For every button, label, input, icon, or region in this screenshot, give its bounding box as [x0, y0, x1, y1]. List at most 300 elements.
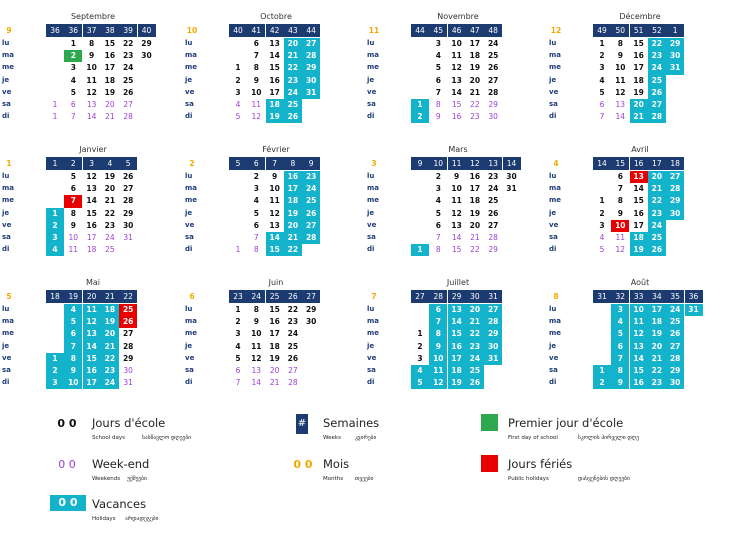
- week-number: 46: [448, 24, 466, 37]
- day-cell: 5: [70, 87, 76, 97]
- day-label: sa: [185, 233, 194, 241]
- day-cell: 22: [648, 195, 666, 207]
- week-number: 10: [429, 157, 447, 170]
- day-cell: 4: [611, 316, 629, 328]
- day-cell: 26: [648, 87, 666, 99]
- day-cell: 2: [435, 172, 441, 181]
- week-number: 11: [448, 157, 466, 170]
- day-label: ve: [367, 353, 377, 362]
- day-cell: 25: [487, 51, 499, 61]
- legend-first-day-sub: First day of school: [508, 435, 558, 441]
- day-cell: 5: [411, 377, 429, 389]
- day-cell: 18: [469, 196, 481, 206]
- day-cell: 2: [64, 50, 82, 62]
- day-cell: 16: [104, 51, 116, 61]
- day-cell: 23: [648, 50, 666, 62]
- week-number: 19: [64, 290, 82, 303]
- week-number: 5: [119, 157, 137, 170]
- day-cell: 2: [235, 75, 241, 85]
- week-number: 25: [266, 290, 284, 303]
- day-cell: 1: [593, 365, 611, 377]
- legend-school-title: Jours d'école: [92, 416, 166, 430]
- day-cell: 23: [287, 317, 299, 327]
- day-cell: 11: [251, 100, 262, 109]
- day-cell: 18: [648, 316, 666, 328]
- day-label: me: [2, 63, 15, 72]
- day-cell: 8: [88, 39, 95, 48]
- day-cell: 28: [488, 233, 498, 242]
- day-cell: 11: [68, 245, 79, 255]
- day-cell: 5: [253, 208, 259, 218]
- day-label: lu: [185, 39, 193, 47]
- day-cell: 2: [411, 111, 429, 123]
- day-cell: 26: [666, 328, 684, 340]
- legend-school-sample: 0 0: [57, 417, 77, 430]
- day-cell: 13: [451, 220, 462, 230]
- month-name: Février: [262, 145, 290, 154]
- day-label: sa: [2, 100, 11, 108]
- day-cell: 18: [104, 75, 116, 85]
- day-cell: 11: [86, 75, 97, 85]
- day-cell: 1: [411, 99, 429, 111]
- day-label: sa: [367, 100, 376, 108]
- day-cell: 5: [611, 328, 629, 340]
- day-cell: 21: [470, 233, 480, 242]
- day-cell: 30: [122, 220, 134, 230]
- day-cell: 30: [305, 317, 317, 327]
- month-number: 11: [368, 26, 380, 35]
- day-label: ve: [185, 353, 195, 362]
- legend-holidays-sub: Holidays: [92, 516, 116, 522]
- day-cell: 10: [630, 304, 648, 316]
- day-cell: 7: [435, 233, 441, 242]
- day-cell: 9: [88, 51, 95, 61]
- day-label: je: [367, 75, 375, 84]
- day-cell: 25: [466, 365, 484, 377]
- day-cell: 17: [469, 39, 481, 48]
- day-cell: 12: [251, 112, 262, 122]
- week-number: 12: [466, 157, 484, 170]
- day-cell: 17: [269, 87, 280, 97]
- week-number: 35: [666, 290, 684, 303]
- day-cell: 16: [86, 220, 97, 230]
- day-cell: 1: [599, 39, 605, 48]
- week-number: 36: [685, 290, 703, 303]
- day-cell: 10: [611, 220, 629, 232]
- month-number: 9: [6, 26, 12, 35]
- day-cell: 23: [487, 172, 499, 181]
- day-cell: 7: [611, 353, 629, 365]
- day-cell: 20: [104, 184, 116, 194]
- day-cell: 1: [599, 196, 605, 206]
- day-cell: 24: [487, 184, 499, 194]
- month-name: Octobre: [260, 12, 292, 21]
- day-cell: 17: [648, 304, 666, 316]
- month-name: Juin: [268, 278, 284, 287]
- day-label: ma: [185, 51, 198, 60]
- day-cell: 27: [648, 99, 666, 111]
- day-cell: 31: [123, 233, 133, 242]
- day-cell: 1: [70, 39, 76, 48]
- week-number: 42: [266, 24, 284, 37]
- day-cell: 1: [52, 112, 58, 122]
- day-cell: 22: [466, 328, 484, 340]
- day-cell: 10: [269, 184, 280, 194]
- day-cell: 20: [101, 328, 119, 340]
- day-cell: 16: [83, 365, 101, 377]
- day-label: me: [2, 329, 15, 338]
- day-label: sa: [2, 366, 11, 374]
- legend-first-day-swatch: [481, 414, 498, 431]
- day-cell: 19: [101, 316, 119, 328]
- day-label: ma: [549, 51, 562, 60]
- day-cell: 11: [251, 341, 262, 351]
- day-cell: 12: [429, 377, 447, 389]
- day-cell: 30: [488, 112, 498, 122]
- day-cell: 7: [429, 316, 447, 328]
- day-cell: 26: [648, 244, 666, 256]
- day-cell: 21: [648, 183, 666, 195]
- legend-months-sub: Months: [323, 476, 344, 482]
- day-cell: 8: [435, 245, 441, 255]
- day-label: ma: [2, 51, 15, 60]
- day-cell: 16: [633, 51, 644, 61]
- month-number: 3: [371, 159, 377, 168]
- day-label: lu: [2, 305, 10, 313]
- day-label: je: [2, 341, 10, 350]
- week-number: 47: [466, 24, 484, 37]
- day-cell: 28: [288, 378, 298, 388]
- day-cell: 12: [83, 316, 101, 328]
- day-cell: 28: [666, 183, 684, 195]
- week-number: 34: [648, 290, 666, 303]
- day-label: me: [367, 329, 380, 338]
- day-cell: 7: [70, 112, 76, 122]
- day-cell: 4: [599, 75, 605, 85]
- day-cell: 28: [302, 232, 320, 244]
- day-cell: 8: [435, 100, 441, 109]
- day-cell: 13: [269, 220, 280, 230]
- day-label: di: [549, 245, 557, 254]
- day-cell: 22: [104, 208, 116, 218]
- day-label: di: [549, 112, 557, 121]
- day-cell: 6: [611, 341, 629, 353]
- day-cell: 29: [141, 39, 152, 48]
- day-cell: 10: [451, 39, 462, 48]
- day-cell: 9: [611, 377, 629, 389]
- legend-weekend-sample: 0 0: [58, 458, 76, 471]
- day-cell: 24: [101, 377, 119, 389]
- day-cell: 22: [101, 353, 119, 365]
- day-label: me: [367, 196, 380, 205]
- day-label: ma: [367, 51, 380, 60]
- day-cell: 22: [470, 100, 480, 109]
- day-cell: 26: [487, 63, 499, 73]
- day-cell: 8: [64, 353, 82, 365]
- day-cell: 26: [122, 172, 134, 181]
- day-cell: 6: [435, 75, 441, 85]
- day-cell: 6: [599, 100, 605, 109]
- day-cell: 9: [453, 172, 460, 181]
- day-label: me: [185, 329, 198, 338]
- month-name: Janvier: [79, 145, 107, 154]
- day-label: me: [549, 63, 562, 72]
- day-label: je: [549, 208, 557, 217]
- day-cell: 17: [83, 377, 101, 389]
- legend-school-sub: School days: [92, 435, 125, 441]
- day-cell: 17: [633, 63, 644, 73]
- day-cell: 25: [302, 195, 320, 207]
- day-cell: 1: [52, 100, 58, 109]
- week-number: 18: [666, 157, 684, 170]
- day-cell: 21: [284, 232, 302, 244]
- day-cell: 8: [617, 39, 623, 48]
- day-cell: 16: [269, 317, 280, 327]
- day-label: me: [549, 329, 562, 338]
- week-number: 13: [484, 157, 502, 170]
- day-cell: 2: [46, 365, 64, 377]
- day-cell: 8: [617, 196, 623, 206]
- day-cell: 8: [70, 208, 76, 218]
- day-cell: 3: [70, 63, 76, 73]
- day-cell: 6: [253, 220, 259, 230]
- day-cell: 27: [123, 100, 133, 109]
- day-cell: 14: [451, 87, 462, 97]
- day-cell: 9: [253, 317, 259, 327]
- day-cell: 25: [666, 316, 684, 328]
- week-number: 18: [46, 290, 64, 303]
- day-cell: 14: [615, 112, 626, 122]
- legend-school-sub-ka: სასწავლო დღეები: [142, 435, 192, 441]
- day-label: ma: [2, 317, 15, 326]
- day-cell: 10: [64, 377, 82, 389]
- day-cell: 13: [269, 39, 280, 48]
- month-number: 5: [6, 292, 12, 301]
- week-number: 9: [411, 157, 429, 170]
- day-label: ma: [185, 184, 198, 193]
- legend-holidays-title: Vacances: [92, 497, 147, 511]
- day-cell: 27: [288, 366, 298, 375]
- day-cell: 3: [611, 304, 629, 316]
- day-label: di: [185, 378, 193, 387]
- day-label: lu: [549, 172, 557, 180]
- day-cell: 26: [119, 316, 137, 328]
- day-cell: 13: [86, 100, 97, 109]
- day-cell: 5: [599, 245, 605, 255]
- week-number: 40: [229, 24, 247, 37]
- day-cell: 28: [484, 316, 502, 328]
- week-number: 14: [593, 157, 611, 170]
- day-cell: 13: [630, 341, 648, 353]
- day-label: ve: [367, 220, 377, 229]
- legend-weeks-sub-ka: კვირები: [355, 435, 377, 441]
- day-cell: 30: [666, 50, 684, 62]
- day-cell: 4: [64, 304, 82, 316]
- day-label: di: [2, 112, 10, 121]
- day-cell: 6: [64, 328, 82, 340]
- day-cell: 2: [235, 317, 241, 327]
- day-cell: 26: [302, 208, 320, 220]
- day-cell: 29: [488, 245, 498, 255]
- day-cell: 22: [648, 38, 666, 50]
- day-cell: 14: [630, 353, 648, 365]
- day-cell: 23: [284, 75, 302, 87]
- week-number: 9: [302, 157, 320, 170]
- day-cell: 2: [417, 341, 423, 351]
- day-cell: 6: [429, 304, 447, 316]
- day-cell: 22: [648, 365, 666, 377]
- day-cell: 15: [104, 39, 116, 48]
- week-number: 37: [83, 24, 101, 37]
- day-cell: 9: [435, 112, 441, 122]
- day-label: ma: [549, 184, 562, 193]
- week-number: 28: [429, 290, 447, 303]
- day-cell: 20: [284, 38, 302, 50]
- day-cell: 11: [429, 365, 447, 377]
- legend-months-title: Mois: [323, 457, 350, 471]
- day-label: me: [185, 196, 198, 205]
- day-label: di: [549, 378, 557, 387]
- day-cell: 31: [302, 87, 320, 99]
- week-number: 44: [302, 24, 320, 37]
- day-cell: 10: [86, 63, 97, 73]
- day-label: lu: [185, 172, 193, 180]
- day-cell: 7: [253, 233, 259, 242]
- day-cell: 26: [284, 111, 302, 123]
- week-number: 20: [83, 290, 101, 303]
- day-label: ma: [549, 317, 562, 326]
- day-cell: 11: [451, 196, 462, 206]
- day-cell: 5: [70, 172, 76, 181]
- day-cell: 15: [266, 244, 284, 256]
- day-label: di: [2, 378, 10, 387]
- day-cell: 24: [466, 353, 484, 365]
- day-cell: 5: [235, 353, 241, 363]
- day-cell: 7: [253, 51, 259, 61]
- month-name: Août: [630, 278, 650, 287]
- week-number: 15: [611, 157, 629, 170]
- day-cell: 22: [122, 39, 134, 48]
- day-cell: 1: [411, 244, 429, 256]
- month-number: 4: [553, 159, 559, 168]
- day-cell: 28: [302, 50, 320, 62]
- day-cell: 17: [469, 184, 481, 194]
- legend-weekend-title: Week-end: [92, 457, 150, 471]
- day-cell: 23: [104, 220, 116, 230]
- day-cell: 27: [487, 220, 499, 230]
- week-number: 39: [119, 24, 137, 37]
- day-cell: 29: [666, 38, 684, 50]
- day-cell: 25: [119, 304, 137, 316]
- day-cell: 28: [666, 353, 684, 365]
- day-cell: 20: [469, 75, 481, 85]
- day-cell: 7: [617, 184, 623, 194]
- day-cell: 4: [235, 100, 241, 109]
- day-label: me: [549, 196, 562, 205]
- day-label: lu: [2, 39, 10, 47]
- month-number: 7: [371, 292, 377, 301]
- day-cell: 30: [506, 172, 517, 181]
- day-cell: 9: [271, 172, 278, 181]
- day-cell: 21: [466, 316, 484, 328]
- week-number: 6: [247, 157, 265, 170]
- day-cell: 9: [617, 208, 623, 218]
- day-cell: 13: [451, 75, 462, 85]
- day-cell: 29: [305, 305, 317, 314]
- day-label: je: [2, 208, 10, 217]
- day-label: lu: [367, 172, 375, 180]
- day-cell: 5: [599, 87, 605, 97]
- day-cell: 14: [251, 378, 262, 388]
- day-cell: 16: [633, 208, 644, 218]
- day-cell: 29: [484, 328, 502, 340]
- day-cell: 25: [487, 196, 499, 206]
- day-cell: 3: [435, 184, 441, 194]
- day-cell: 27: [487, 75, 499, 85]
- day-label: lu: [185, 305, 193, 313]
- day-cell: 6: [70, 100, 76, 109]
- day-cell: 19: [269, 353, 280, 363]
- day-cell: 18: [469, 51, 481, 61]
- day-cell: 12: [615, 87, 626, 97]
- day-cell: 8: [611, 365, 629, 377]
- week-number: 4: [101, 157, 119, 170]
- day-cell: 29: [302, 62, 320, 74]
- day-cell: 1: [46, 208, 64, 220]
- legend-months-sub-ka: თვეები: [355, 476, 374, 482]
- day-cell: 29: [122, 353, 134, 363]
- week-number: 23: [229, 290, 247, 303]
- day-label: ve: [549, 87, 559, 96]
- day-cell: 29: [666, 195, 684, 207]
- day-cell: 21: [630, 111, 648, 123]
- day-label: je: [367, 341, 375, 350]
- day-cell: 11: [615, 233, 626, 242]
- week-number: 14: [503, 157, 521, 170]
- month-number: 12: [550, 26, 562, 35]
- day-cell: 3: [235, 87, 241, 97]
- day-label: di: [185, 245, 193, 254]
- day-label: sa: [2, 233, 11, 241]
- day-cell: 9: [70, 220, 76, 230]
- day-cell: 21: [284, 50, 302, 62]
- day-cell: 30: [666, 208, 684, 220]
- week-number: 8: [284, 157, 302, 170]
- day-cell: 21: [105, 112, 115, 122]
- legend-months-sample: 0 0: [293, 458, 313, 471]
- month-name: Novembre: [437, 12, 479, 21]
- day-cell: 7: [435, 87, 441, 97]
- day-label: je: [367, 208, 375, 217]
- day-cell: 18: [101, 304, 119, 316]
- day-cell: 14: [633, 184, 644, 194]
- week-number: 16: [630, 157, 648, 170]
- day-cell: 19: [648, 328, 666, 340]
- day-cell: 26: [122, 87, 134, 97]
- month-number: 6: [189, 292, 195, 301]
- day-cell: 1: [235, 305, 241, 314]
- day-label: ma: [367, 184, 380, 193]
- day-cell: 18: [266, 99, 284, 111]
- week-number: 49: [593, 24, 611, 37]
- day-label: di: [367, 378, 375, 387]
- day-cell: 11: [451, 51, 462, 61]
- day-cell: 17: [104, 63, 116, 73]
- day-cell: 7: [64, 195, 82, 207]
- day-label: sa: [549, 233, 558, 241]
- week-number: 26: [284, 290, 302, 303]
- week-number: 5: [229, 157, 247, 170]
